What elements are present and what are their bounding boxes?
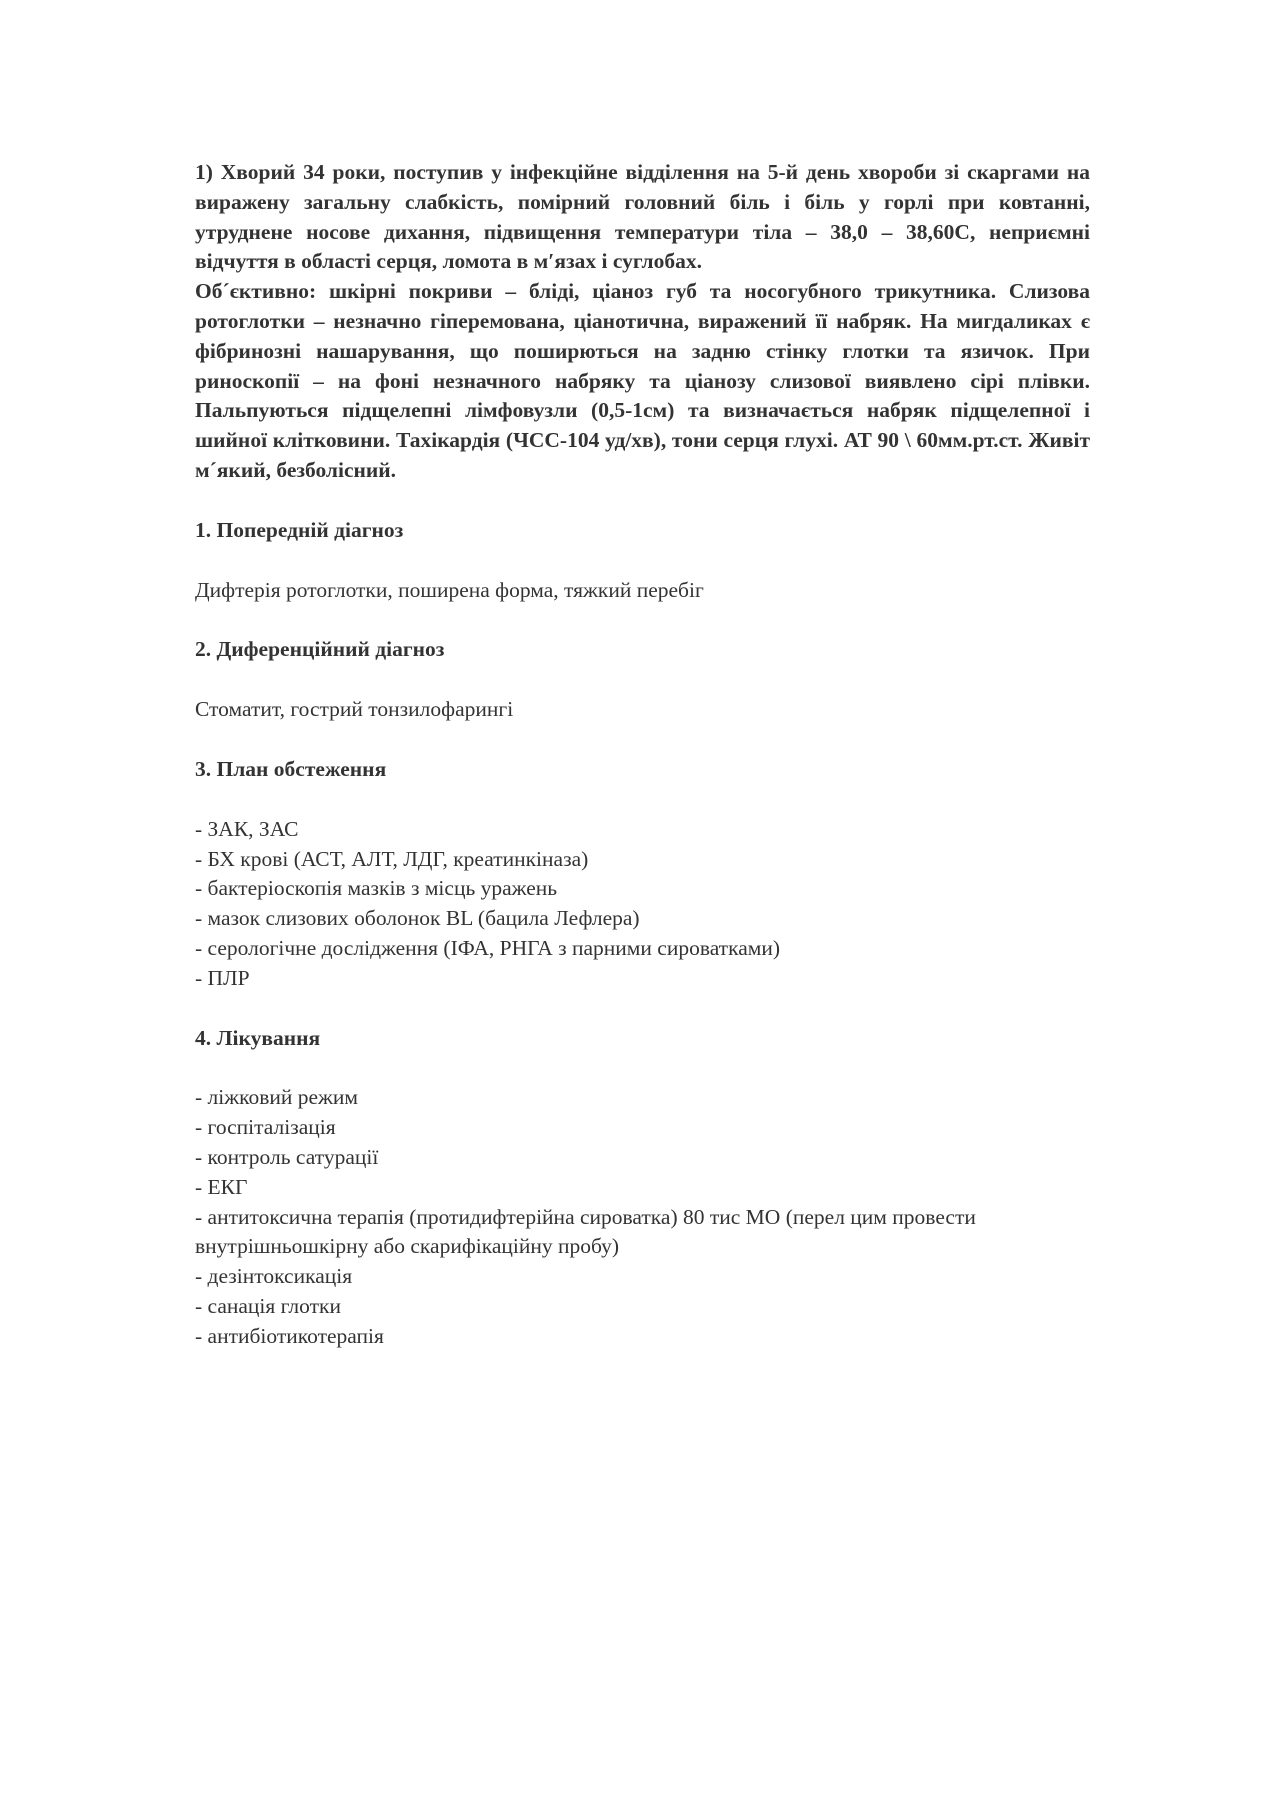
list-item: - БХ крові (АСТ, АЛТ, ЛДГ, креатинкіназа) [195, 846, 589, 871]
list-item: - ліжковий режим [195, 1085, 358, 1110]
list-item: - мазок слизових оболонок BL (бацила Лефлера) [195, 906, 640, 931]
case-complaint: 1) Хворий 34 роки, поступив у інфекційне відділення на 5-й день хвороби зі скаргами на виражену загальну слабкість, помірний головний біль і біль у горлі при ковтанні, утруднене носове дихання, підвищення температури тіла – 38,0 – 38,60С, неприємні відчуття в області серця, ломота в мʹязах і суглобах. [195, 160, 1090, 274]
list-item: - антибіотикотерапія [195, 1323, 384, 1348]
diagnosis-text: Дифтерія ротоглотки, поширена форма, тяжкий перебіг [195, 577, 704, 602]
exam-plan-list [195, 815, 1090, 994]
list-item: - серологічне дослідження (ІФА, РНГА з парними сироватками) [195, 935, 781, 960]
differential-text: Стоматит, гострий тонзилофарингі [195, 697, 514, 722]
list-item: - ЕКГ [195, 1174, 248, 1199]
treatment-heading: 4. Лікування [195, 1025, 321, 1050]
list-item: - санація глотки [195, 1293, 341, 1318]
list-item: - ПЛР [195, 965, 250, 990]
diagnosis-heading: 1. Попередній діагноз [195, 517, 404, 542]
treatment-list [195, 1083, 1090, 1351]
differential-heading: 2. Диференційний діагноз [195, 637, 445, 662]
list-item: - госпіталізація [195, 1115, 336, 1140]
case-objective: Об´єктивно: шкірні покриви – бліді, ціаноз губ та носогубного трикутника. Слизова ротоглотки – незначно гіперемована, ціанотична, виражений її набряк. На мигдаликах є фібринозні нашарування, що поширються на задню стінку глотки та язичок. При риноскопії – на фоні незначного набряку та ціанозу слизової виявлено сірі плівки. Пальпуються підщелепні лімфовузли (0,5-1см) та визначається набряк підщелепної і шийної клітковини. Тахікардія (ЧСС-104 уд/хв), тони серця глухі. АТ 90 \ 60мм.рт.ст. Живіт м´який, безболісний. [195, 279, 1090, 482]
list-item: - антитоксична терапія (протидифтерійна сироватка) 80 тис МО (перел цим провести внутрішньошкірну або скарифікаційну пробу) [195, 1204, 976, 1259]
case-description [195, 158, 1090, 486]
list-item: - бактеріоскопія мазків з місць уражень [195, 876, 558, 901]
list-item: - контроль сатурації [195, 1144, 379, 1169]
list-item: - дезінтоксикація [195, 1264, 353, 1289]
exam-plan-heading: 3. План обстеження [195, 756, 387, 781]
list-item: - ЗАК, ЗАС [195, 816, 299, 841]
document-body [195, 158, 1090, 1352]
